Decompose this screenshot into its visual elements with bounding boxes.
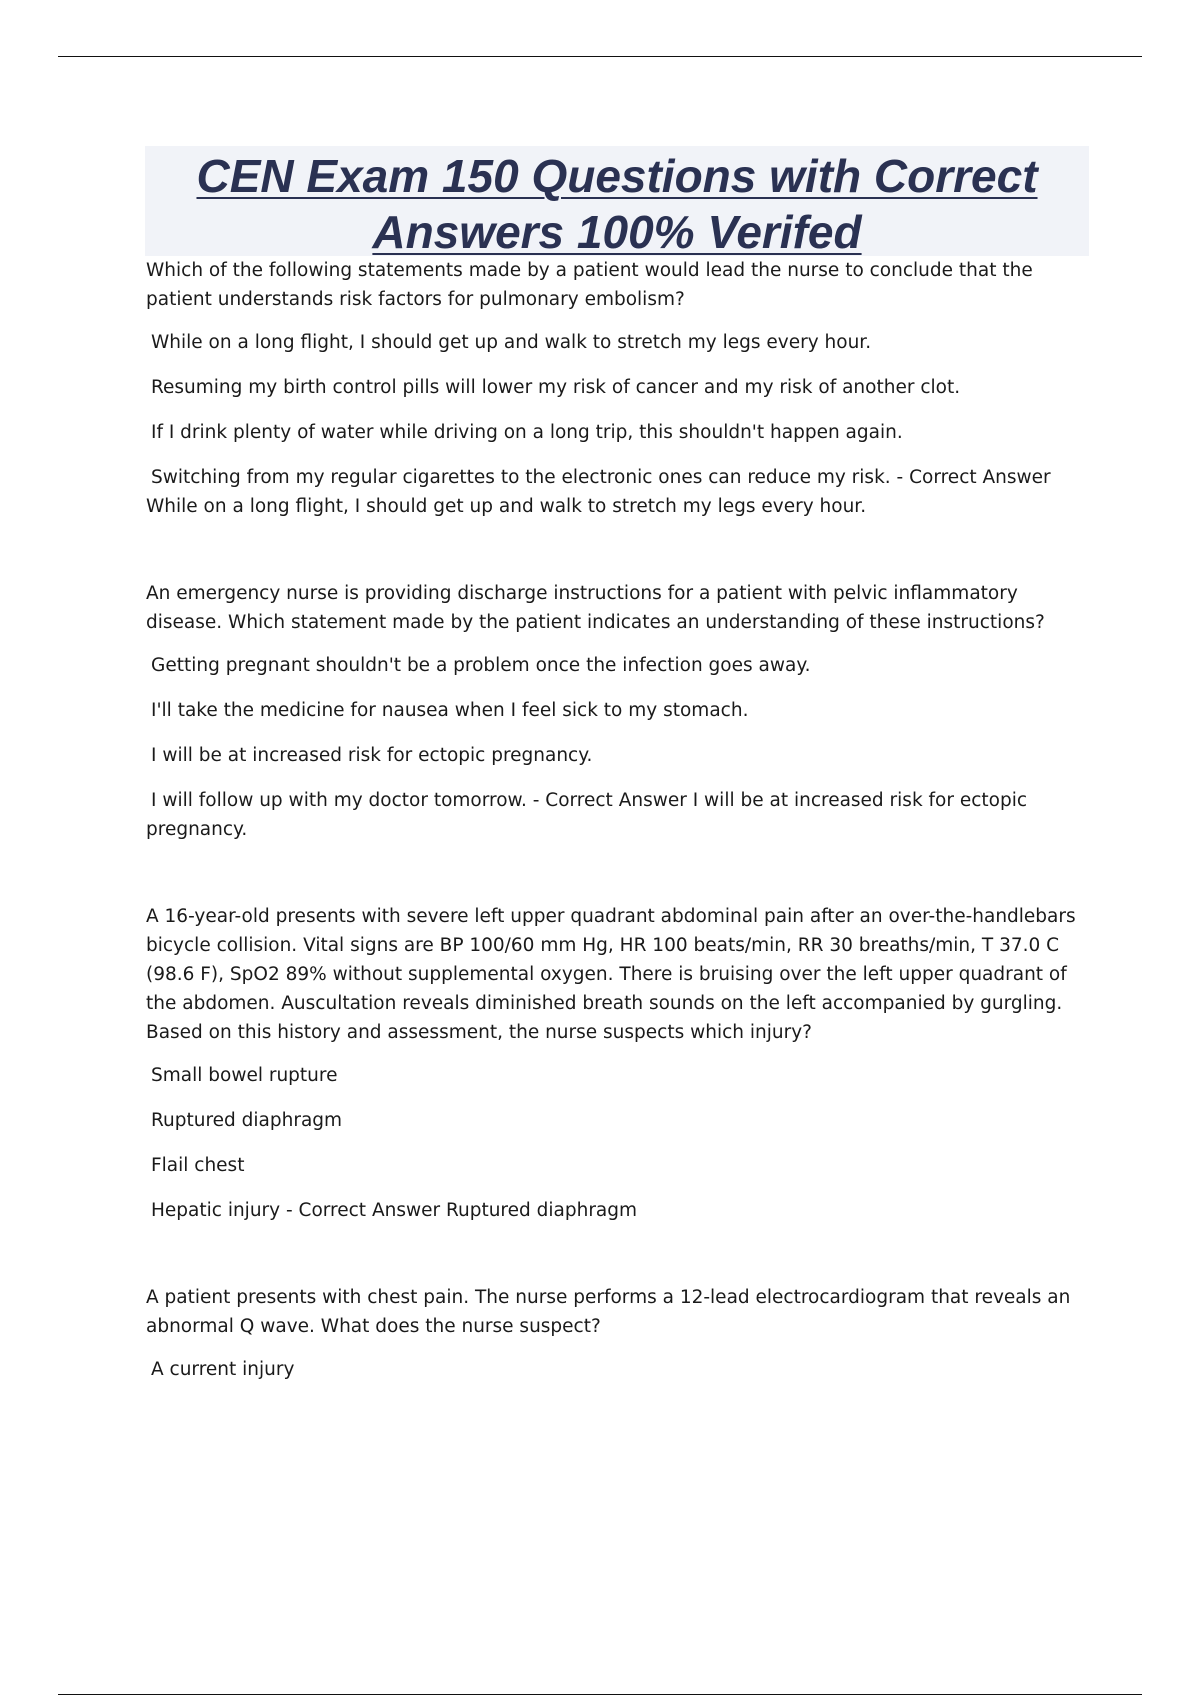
option-a: A current injury bbox=[151, 1359, 295, 1380]
option-b: Ruptured diaphragm bbox=[151, 1110, 343, 1131]
title-line-2: Answers 100% Verifed bbox=[372, 206, 862, 258]
title-banner bbox=[145, 146, 1089, 256]
option-d-with-answer: I will follow up with my doctor tomorrow. - Correct Answer I will be at increased risk for ectopic pregnancy. bbox=[146, 790, 1028, 840]
question-block-1 bbox=[146, 256, 1096, 521]
option-b: I'll take the medicine for nausea when I feel sick to my stomach. bbox=[151, 700, 749, 721]
top-rule bbox=[58, 56, 1142, 57]
question-list bbox=[146, 256, 1096, 1442]
question-text: An emergency nurse is providing discharge instructions for a patient with pelvic inflammatory disease. Which statement made by the patient indicates an understanding of these instructions? bbox=[146, 583, 1045, 633]
question-text: A 16-year-old presents with severe left upper quadrant abdominal pain after an over-the-handlebars bicycle collision. Vital signs are BP 100/60 mm Hg, HR 100 beats/min, RR 30 breaths/min, T 37.0 C (98.6 F), SpO2 89% without supplemental oxygen. There is bruising over the left upper quadrant of the abdomen. Auscultation reveals diminished breath sounds on the left accompanied by gurgling. Based on this history and assessment, the nurse suspects which injury? bbox=[146, 906, 1076, 1043]
option-c: I will be at increased risk for ectopic pregnancy. bbox=[151, 745, 593, 766]
option-d-with-answer: Switching from my regular cigarettes to the electronic ones can reduce my risk. - Correct Answer While on a long flight, I should get up and walk to stretch my legs every hour. bbox=[146, 467, 1051, 517]
option-c: If I drink plenty of water while driving on a long trip, this shouldn't happen again. bbox=[151, 422, 903, 443]
title-line-1: CEN Exam 150 Questions with Correct bbox=[196, 150, 1038, 202]
question-text: A patient presents with chest pain. The nurse performs a 12-lead electrocardiogram that reveals an abnormal Q wave. What does the nurse suspect? bbox=[146, 1287, 1071, 1337]
option-b: Resuming my birth control pills will lower my risk of cancer and my risk of another clot. bbox=[151, 377, 961, 398]
option-a: While on a long flight, I should get up and walk to stretch my legs every hour. bbox=[151, 332, 872, 353]
option-a: Getting pregnant shouldn't be a problem once the infection goes away. bbox=[151, 655, 811, 676]
document-title bbox=[145, 146, 1089, 260]
question-block-2 bbox=[146, 579, 1096, 844]
question-block-4 bbox=[146, 1283, 1096, 1384]
option-a: Small bowel rupture bbox=[151, 1065, 338, 1086]
bottom-rule bbox=[58, 1694, 1142, 1695]
option-c: Flail chest bbox=[151, 1155, 245, 1176]
option-d-with-answer: Hepatic injury - Correct Answer Ruptured diaphragm bbox=[151, 1200, 638, 1221]
question-text: Which of the following statements made by a patient would lead the nurse to conclude that the patient understands risk factors for pulmonary embolism? bbox=[146, 260, 1033, 310]
question-block-3 bbox=[146, 902, 1096, 1225]
